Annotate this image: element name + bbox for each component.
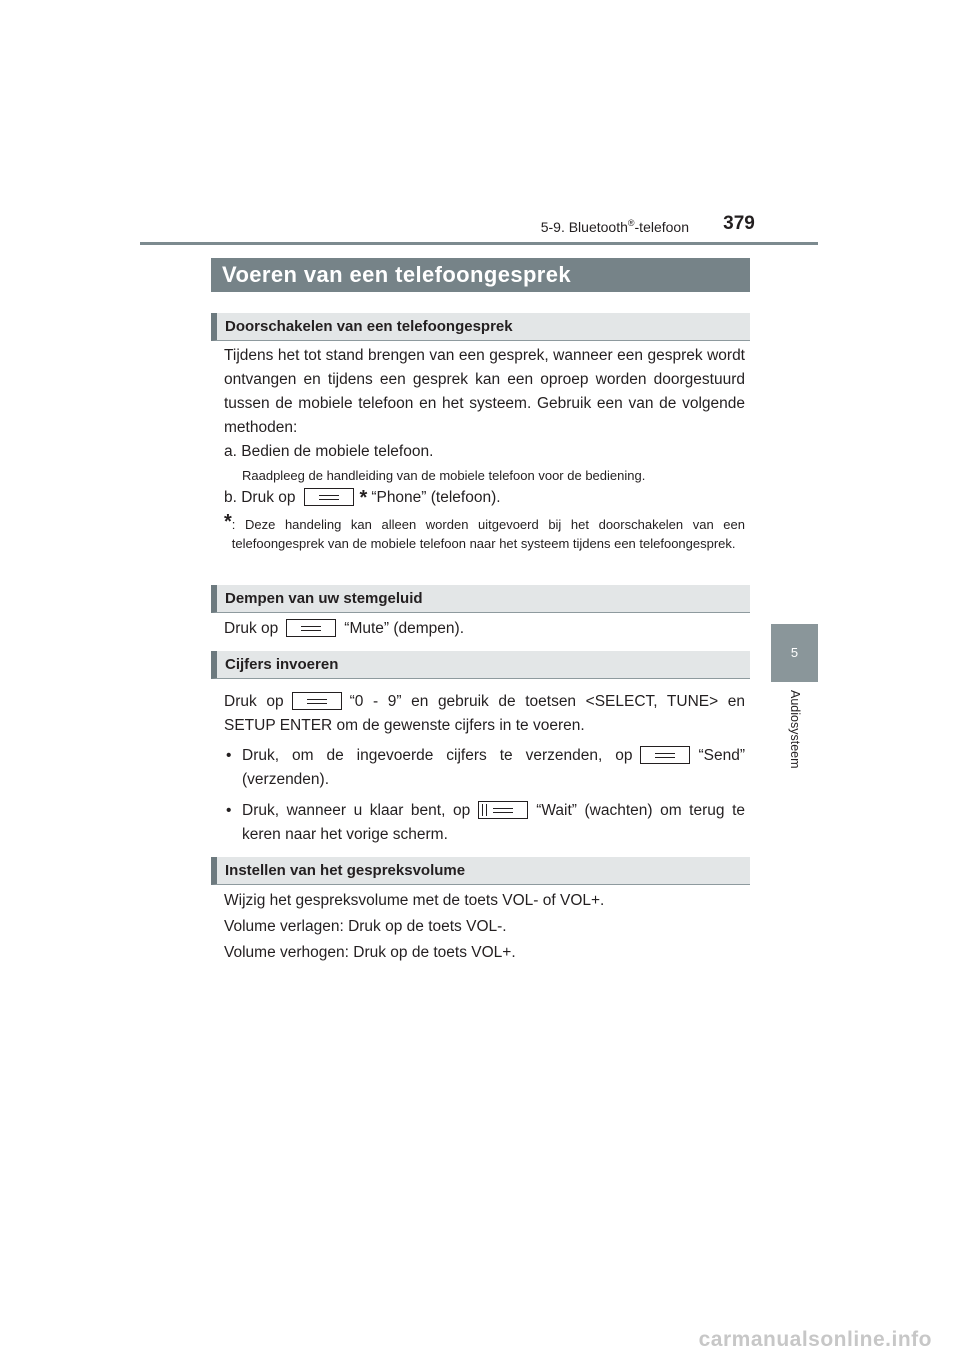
option-a-note: Raadpleeg de handleiding van de mobiele telefoon voor de bediening. <box>242 468 646 483</box>
phone-button-icon <box>304 488 354 506</box>
page-number: 379 <box>723 213 755 234</box>
mute-text <box>224 617 745 641</box>
section-heading-digits: Cijfers invoeren <box>211 651 750 679</box>
running-head: 5-9. Bluetooth®-telefoon <box>540 218 689 235</box>
digits-button-icon <box>292 692 342 710</box>
digits-prefix: Druk op <box>224 693 284 710</box>
section-heading-volume: Instellen van het gespreksvolume <box>211 857 750 885</box>
page-title: Voeren van een telefoongesprek <box>211 258 750 292</box>
section-heading-transfer: Doorschakelen van een telefoongesprek <box>211 313 750 341</box>
option-b-marker: * <box>359 487 368 509</box>
wait-button-icon <box>478 801 528 819</box>
chapter-label: Audiosysteem <box>788 690 802 769</box>
list-item-send <box>226 744 745 792</box>
footnote-marker: * <box>224 511 232 533</box>
option-b-suffix: “Phone” (telefoon). <box>371 489 501 506</box>
bullet-send: • <box>226 747 232 764</box>
option-b <box>224 486 745 510</box>
transfer-intro: Tijdens het tot stand brengen van een gesprek, wanneer een gesprek wordt ontvangen en tijdens een gesprek kan een oproep worden doorgestuurd tussen de mobiele telefoon en het systeem. Gebruik een van de volgende methoden: <box>224 347 745 436</box>
mute-suffix: “Mute” (dempen). <box>344 620 465 637</box>
bullet-wait: • <box>226 802 232 819</box>
send-button-icon <box>640 746 690 764</box>
volume-line-2: Volume verlagen: Druk op de toets VOL-. <box>224 918 507 935</box>
mute-prefix: Druk op <box>224 620 279 637</box>
watermark: carmanualsonline.info <box>698 1328 932 1351</box>
digits-text <box>224 690 745 738</box>
footnote-text: : Deze handeling kan alleen worden uitgevoerd bij het doorschakelen van een telefoongesprek van de mobiele telefoon naar het systeem tijdens een telefoongesprek. <box>231 517 745 551</box>
section-heading-mute: Dempen van uw stemgeluid <box>211 585 750 613</box>
header-divider <box>140 242 818 245</box>
bullet-wait-text: Druk, wanneer u klaar bent, op “Wait” (wachten) om terug te keren naar het vorige scherm. <box>242 802 745 843</box>
digits-suffix: “0 - 9” en gebruik de toetsen <SELECT, TUNE> en SETUP ENTER om de gewenste cijfers in te voeren. <box>224 693 745 734</box>
bullet-send-text: Druk, om de ingevoerde cijfers te verzenden, op “Send” (verzenden). <box>242 747 745 788</box>
volume-line-3: Volume verhogen: Druk op de toets VOL+. <box>224 944 516 961</box>
option-b-prefix: b. Druk op <box>224 489 296 506</box>
footnote <box>224 512 745 553</box>
option-a: a. Bedien de mobiele telefoon. <box>224 443 434 460</box>
chapter-tab: 5 <box>771 624 818 682</box>
mute-button-icon <box>286 619 336 637</box>
volume-line-1: Wijzig het gespreksvolume met de toets VOL- of VOL+. <box>224 892 605 909</box>
list-item-wait <box>226 799 745 847</box>
